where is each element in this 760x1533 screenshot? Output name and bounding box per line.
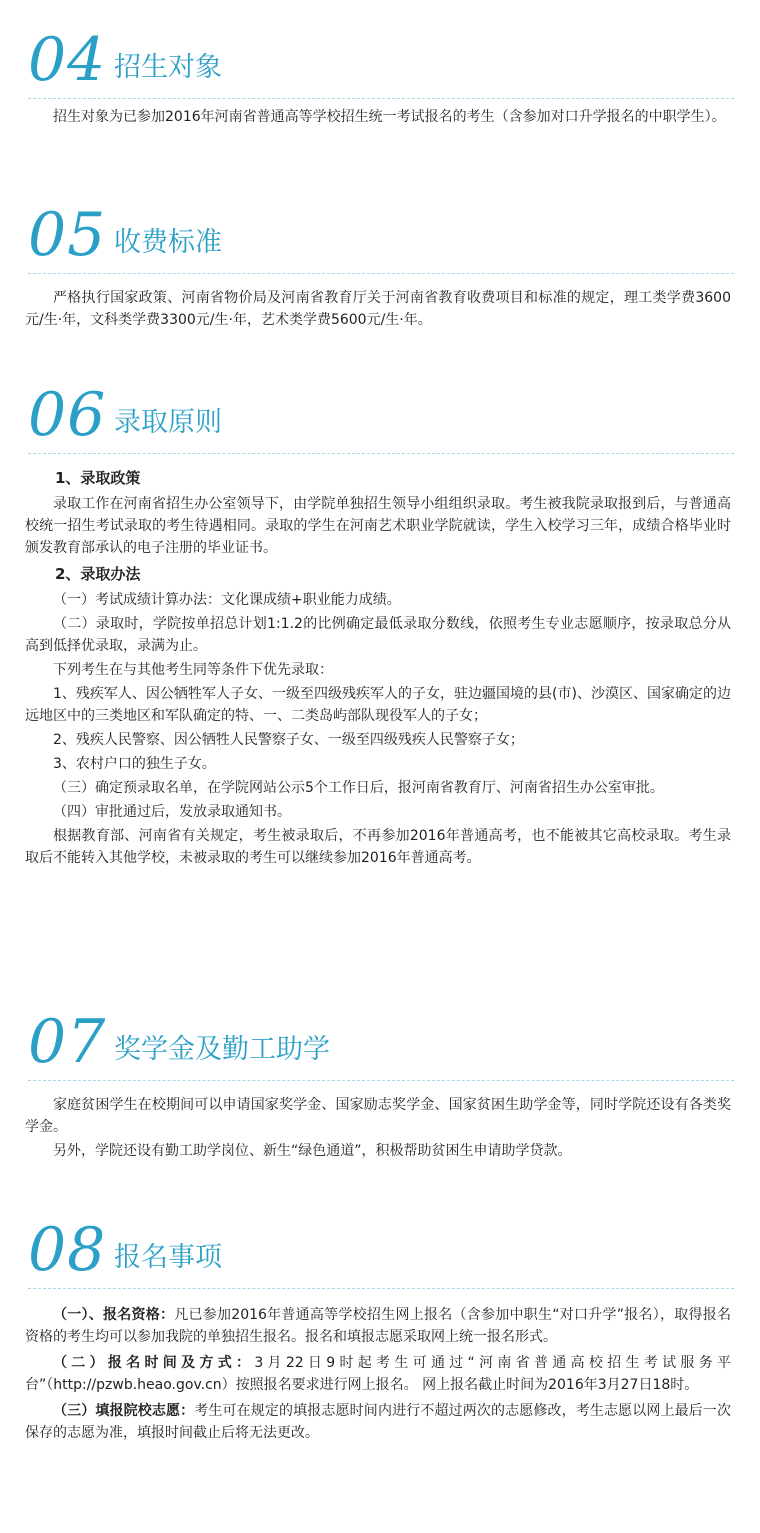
section-header — [28, 1215, 734, 1300]
section-number: 04 — [28, 25, 107, 95]
registration-item — [25, 1352, 731, 1396]
section-number: 08 — [28, 1215, 107, 1285]
paragraph: 另外，学院还设有勤工助学岗位、新生“绿色通道”，积极帮助贫困生申请助学贷款。 — [53, 1143, 572, 1159]
item-lead: （三）填报院校志愿： — [53, 1403, 195, 1419]
subheading-policy: 1、录取政策 — [55, 469, 141, 487]
paragraph-method: 1、残疾军人、因公牺牲军人子女、一级至四级残疾军人的子女，驻边疆国境的县(市)、沙漠区、国家确定的边远地区中的三类地区和军队确定的特、一、二类岛屿部队现役军人的子女； — [25, 686, 731, 724]
section-title: 报名事项 — [114, 1242, 222, 1273]
section-body — [25, 106, 731, 132]
paragraph-method: 下列考生在与其他考生同等条件下优先录取： — [53, 662, 333, 678]
registration-item — [25, 1304, 731, 1348]
paragraph-policy: 录取工作在河南省招生办公室领导下，由学院单独招生领导小组组织录取。考生被我院录取报到后，与普通高校统一招生考试录取的考生待遇相同。录取的学生在河南艺术职业学院就读，学生入校学习三年，成绩合格毕业时颁发教育部承认的电子注册的毕业证书。 — [25, 496, 731, 556]
paragraph: 招生对象为已参加2016年河南省普通高等学校招生统一考试报名的考生（含参加对口升学报名的中职学生）。 — [53, 109, 726, 125]
paragraph-method: 2、残疾人民警察、因公牺牲人民警察子女、一级至四级残疾人民警察子女； — [53, 732, 524, 748]
section-header — [28, 200, 734, 285]
section-body — [25, 465, 731, 871]
dashed-divider — [28, 1288, 734, 1289]
section-header — [28, 1007, 734, 1092]
paragraph-method: （二）录取时，学院按单招总计划1:1.2的比例确定最低录取分数线，依照考生专业志愿顺序，按录取总分从高到低择优录取，录满为止。 — [25, 616, 731, 654]
item-text: 3月22日9时起考生可通过“河南省普通高校招生考试服务平台”（http://pzwb.heao.gov.cn）按照报名要求进行网上报名。 网上报名截止时间为2016年3月27日18时。 — [25, 1355, 731, 1393]
paragraph-method: （一）考试成绩计算办法：文化课成绩+职业能力成绩。 — [53, 592, 401, 608]
section-title: 奖学金及勤工助学 — [114, 1034, 330, 1065]
paragraph-method: （四）审批通过后，发放录取通知书。 — [53, 804, 291, 820]
item-lead: （一）、报名资格： — [53, 1307, 175, 1323]
section-body — [25, 1094, 731, 1164]
registration-item — [25, 1400, 731, 1444]
paragraph: 家庭贫困学生在校期间可以申请国家奖学金、国家励志奖学金、国家贫困生助学金等，同时学院还设有各类奖学金。 — [25, 1097, 731, 1135]
paragraph-method: （三）确定预录取名单，在学院网站公示5个工作日后，报河南省教育厅、河南省招生办公室审批。 — [53, 780, 664, 796]
paragraph-method: 根据教育部、河南省有关规定，考生被录取后，不再参加2016年普通高考，也不能被其它高校录取。考生录取后不能转入其他学校，未被录取的考生可以继续参加2016年普通高考。 — [25, 828, 731, 866]
section-body — [25, 1304, 731, 1448]
section-number: 06 — [28, 380, 107, 450]
section-number: 07 — [28, 1007, 107, 1077]
section-number: 05 — [28, 200, 107, 270]
dashed-divider — [28, 273, 734, 274]
paragraph: 严格执行国家政策、河南省物价局及河南省教育厅关于河南省教育收费项目和标准的规定，理工类学费3600元/生·年，文科类学费3300元/生·年，艺术类学费5600元/生·年。 — [25, 290, 731, 328]
section-title: 招生对象 — [114, 52, 222, 83]
dashed-divider — [28, 453, 734, 454]
item-lead: （二）报名时间及方式： — [53, 1355, 255, 1371]
item-text: 考生可在规定的填报志愿时间内进行不超过两次的志愿修改，考生志愿以网上最后一次保存的志愿为准，填报时间截止后将无法更改。 — [25, 1403, 732, 1441]
section-title: 收费标准 — [114, 227, 222, 258]
section-header — [28, 380, 734, 465]
paragraph-method: 3、农村户口的独生子女。 — [53, 756, 216, 772]
section-body — [25, 287, 731, 335]
dashed-divider — [28, 1080, 734, 1081]
section-title: 录取原则 — [114, 407, 222, 438]
subheading-method: 2、录取办法 — [55, 565, 141, 583]
dashed-divider — [28, 98, 734, 99]
item-text: 凡已参加2016年普通高等学校招生网上报名（含参加中职生“对口升学”报名），取得报名资格的考生均可以参加我院的单独招生报名。报名和填报志愿采取网上统一报名形式。 — [25, 1307, 732, 1345]
section-header — [28, 25, 734, 110]
